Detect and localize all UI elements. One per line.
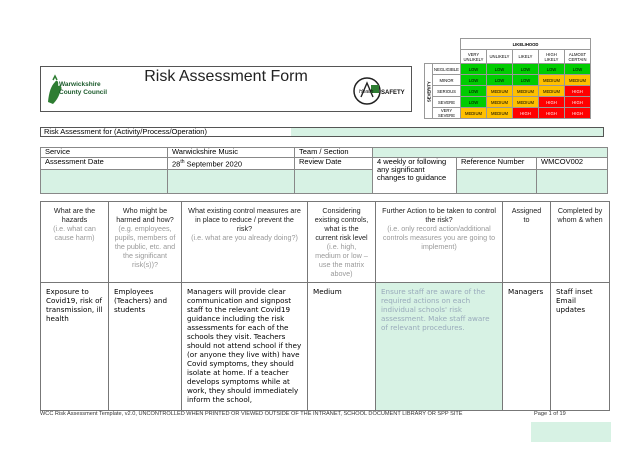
service-value: Warwickshire Music (168, 148, 295, 158)
matrix-cell: HIGH (513, 108, 539, 119)
matrix-row-label: NEGLIGIBLE (433, 64, 461, 75)
matrix-cell: LOW (513, 75, 539, 86)
matrix-cell: LOW (461, 86, 487, 97)
page-number: Page 1 of 19 (534, 411, 566, 417)
completed-cell: Staff inset Email updates (551, 283, 610, 411)
badge-small-text: Health (359, 89, 374, 95)
matrix-cell: MEDIUM (565, 75, 591, 86)
matrix-title: LIKELIHOOD (461, 39, 591, 50)
reference-label: Reference Number (457, 158, 537, 170)
matrix-col: HIGH LIKELY (539, 50, 565, 64)
matrix-row-label: VERY SEVERE (433, 108, 461, 119)
date-value: 28th September 2020 (168, 158, 295, 170)
who-cell: Employees (Teachers) and students (109, 283, 182, 411)
risk-matrix (424, 38, 591, 119)
matrix-cell: HIGH (565, 108, 591, 119)
badge-text: SAFETY (381, 90, 405, 96)
service-table (40, 147, 608, 194)
col-header-level: Considering existing controls, what is the current risk level (i.e. high, medium or low – use the matrix above) (308, 202, 376, 283)
team-label: Team / Section (295, 148, 373, 158)
matrix-cell: HIGH (539, 97, 565, 108)
matrix-col: UNLIKELY (487, 50, 513, 64)
form-header (40, 66, 412, 112)
level-cell: Medium (308, 283, 376, 411)
reference-extra-input[interactable] (537, 169, 608, 193)
reference-extra-input[interactable] (457, 169, 537, 193)
matrix-cell: MEDIUM (513, 97, 539, 108)
date-extra-input[interactable] (41, 169, 168, 193)
matrix-cell: HIGH (565, 86, 591, 97)
col-header-controls: What existing control measures are in place to reduce / prevent the risk? (i.e. what are you already doing?) (182, 202, 308, 283)
matrix-row-label: MINOR (433, 75, 461, 86)
col-header-who: Who might be harmed and how? (e.g. employees, pupils, members of the public, etc. and the significant risk(s))? (109, 202, 182, 283)
date-extra-input[interactable] (168, 169, 295, 193)
matrix-cell: LOW (539, 64, 565, 75)
col-header-assigned: Assigned to (503, 202, 551, 283)
matrix-cell: LOW (461, 97, 487, 108)
hazard-cell: Exposure to Covid19, risk of transmission, ill health (41, 283, 109, 411)
matrix-cell: MEDIUM (461, 108, 487, 119)
matrix-cell: LOW (513, 64, 539, 75)
matrix-col: LIKELY (513, 50, 539, 64)
controls-cell: Managers will provide clear communication and signpost staff to the relevant Covid19 guidance including the risk assessments for each of the schools they visit. Teachers should not attend school if they (or anyone they live with) have Covid symptoms, they should isolate at home. If a teacher develops symptoms while at work, they should immediately inform the school, (182, 283, 308, 411)
risk-table (40, 201, 610, 411)
service-label: Service (41, 148, 168, 158)
matrix-cell: HIGH (539, 108, 565, 119)
matrix-cell: HIGH (565, 97, 591, 108)
team-input[interactable] (373, 148, 608, 158)
date-label: Assessment Date (41, 158, 168, 170)
col-header-further-action: Further Action to be taken to control the risk? (i.e. only record action/additional controls measures you are going to implement) (376, 202, 503, 283)
table-row (41, 283, 610, 411)
assigned-cell: Managers (503, 283, 551, 411)
matrix-cell: LOW (461, 64, 487, 75)
page-title: Risk Assessment Form (144, 68, 308, 85)
matrix-cell: MEDIUM (487, 97, 513, 108)
activity-input[interactable] (291, 128, 603, 136)
matrix-row-label: SERIOUS (433, 86, 461, 97)
matrix-cell: MEDIUM (539, 75, 565, 86)
further-action-cell[interactable]: Ensure staff are aware of the required actions on each individual schools' risk assessment. Make staff aware of relevant procedures. (376, 283, 503, 411)
matrix-row-label: SEVERE (433, 97, 461, 108)
matrix-cell: LOW (461, 75, 487, 86)
matrix-col: VERY UNLIKELY (461, 50, 487, 64)
col-header-hazards: What are the hazards (i.e. what can cause harm) (41, 202, 109, 283)
org-name: Warwickshire County Council (59, 81, 108, 96)
matrix-cell: LOW (487, 75, 513, 86)
health-safety-logo-icon (351, 75, 411, 107)
matrix-cell: MEDIUM (513, 86, 539, 97)
matrix-cell: MEDIUM (539, 86, 565, 97)
reference-value: WMCOV002 (537, 158, 608, 170)
matrix-cell: LOW (565, 64, 591, 75)
review-value: 4 weekly or following any significant changes to guidance (373, 158, 457, 194)
severity-label: SEVERITY (425, 64, 433, 119)
matrix-col: ALMOST CERTAIN (565, 50, 591, 64)
matrix-cell: MEDIUM (487, 86, 513, 97)
matrix-cell: MEDIUM (487, 108, 513, 119)
col-header-completed: Completed by whom & when (551, 202, 610, 283)
matrix-cell: LOW (487, 64, 513, 75)
activity-row (40, 127, 604, 137)
review-label: Review Date (295, 158, 373, 170)
footer-text: WCC Risk Assessment Template, v2.0, UNCONTROLLED WHEN PRINTED OR VIEWED OUTSIDE OF THE INTRANET, SCHOOL DOCUMENT LIBRARY OR SPP SITE (40, 411, 463, 417)
review-extra-input[interactable] (295, 169, 373, 193)
activity-label: Risk Assessment for (Activity/Process/Operation) (44, 127, 207, 136)
footer-input[interactable] (531, 422, 611, 442)
